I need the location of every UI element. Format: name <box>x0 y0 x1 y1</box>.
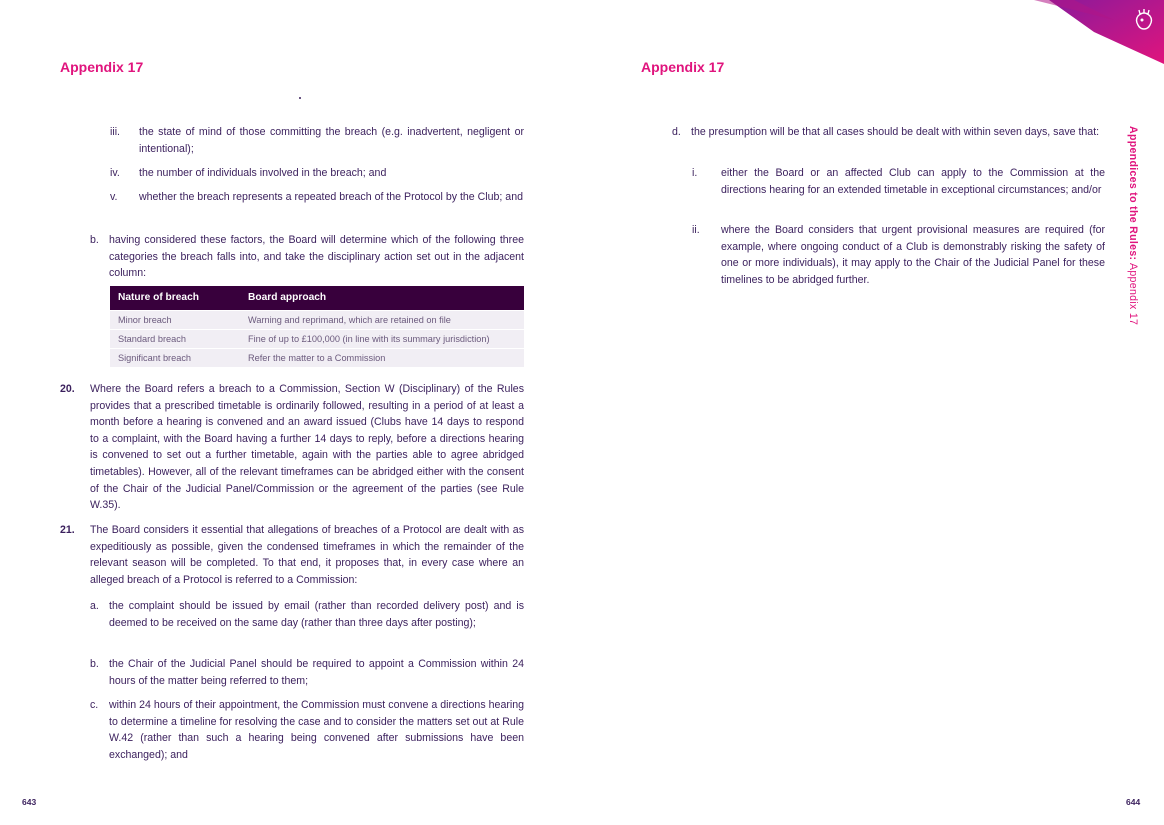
table-cell: Significant breach <box>110 348 240 367</box>
list-item-b-21 <box>90 656 524 689</box>
list-item-i <box>692 165 1105 198</box>
table-cell: Warning and reprimand, which are retained on file <box>240 310 524 329</box>
list-text: the Chair of the Judicial Panel should be required to appoint a Commission within 24 hours of the matter being referred to them; <box>109 658 524 687</box>
breach-table <box>110 286 524 367</box>
list-text: whether the breach represents a repeated breach of the Protocol by the Club; and <box>139 191 523 203</box>
table-header-row <box>110 286 524 310</box>
list-item-d <box>672 124 1105 141</box>
list-marker: iv. <box>110 167 120 179</box>
list-item-iii <box>110 124 524 157</box>
list-item-a <box>90 598 524 631</box>
list-text: where the Board considers that urgent provisional measures are required (for example, where ongoing conduct of a Club is demonstrably risking the safety of one or more individuals), it may apply to the Chair of the Judicial Panel for these timelines to be abridged further. <box>721 224 1105 286</box>
list-marker: i. <box>692 167 698 179</box>
list-text: having considered these factors, the Board will determine which of the following three categories the breach falls into, and take the disciplinary action set out in the adjacent column: <box>109 234 524 280</box>
stray-dot <box>299 97 301 99</box>
side-running-title <box>1127 126 1139 325</box>
list-text: within 24 hours of their appointment, the Commission must convene a directions hearing to determine a timeline for resolving the case and to consider the matters set out at Rule W.42 (rather than such a hearing being convened after submissions have been exchanged); and <box>109 699 524 761</box>
list-item-iv <box>110 165 524 182</box>
list-item-b <box>90 232 524 282</box>
page-number-left: 643 <box>22 797 37 807</box>
paragraph-text: Where the Board refers a breach to a Commission, Section W (Disciplinary) of the Rules provides that a prescribed timetable is ordinarily followed, resulting in a period of at least a month before a hearing is convened and an award issued (Clubs have 14 days to respond to a complaint, with the Board having a further 14 days to reply, before a directions hearing is convened to set out a further timetable, again with the parties able to agree abridged timetables). However, all of the relevant timeframes can be abridged either with the consent of the Chair of the Judicial Panel/Commission or the agreement of the parties (see Rule W.35). <box>90 383 524 512</box>
paragraph-20 <box>60 381 524 514</box>
list-text: the number of individuals involved in the breach; and <box>139 167 387 179</box>
table-header-cell: Nature of breach <box>110 286 240 310</box>
list-text: either the Board or an affected Club can apply to the Commission at the directions hearing for an extended timetable in exceptional circumstances; and/or <box>721 167 1105 196</box>
table-row <box>110 348 524 367</box>
table-row <box>110 310 524 329</box>
list-marker: iii. <box>110 126 121 138</box>
right-page-heading: Appendix 17 <box>641 59 725 75</box>
list-marker: b. <box>90 234 99 246</box>
page-number-right: 644 <box>1126 797 1141 807</box>
list-item-ii <box>692 222 1105 288</box>
left-page-heading: Appendix 17 <box>60 59 144 75</box>
list-marker: d. <box>672 126 681 138</box>
list-item-v <box>110 189 524 206</box>
table-cell: Refer the matter to a Commission <box>240 348 524 367</box>
side-title-bold: Appendices to the Rules: <box>1127 126 1139 261</box>
list-marker: c. <box>90 699 99 711</box>
list-text: the complaint should be issued by email (rather than recorded delivery post) and is deemed to be received on the same day (rather than three days after posting); <box>109 600 524 629</box>
list-text: the presumption will be that all cases should be dealt with within seven days, save that: <box>691 126 1100 138</box>
table-row <box>110 329 524 348</box>
list-marker: a. <box>90 600 99 612</box>
paragraph-number: 20. <box>60 383 75 395</box>
table-cell: Fine of up to £100,000 (in line with its summary jurisdiction) <box>240 329 524 348</box>
list-marker: b. <box>90 658 99 670</box>
side-title-light: Appendix 17 <box>1127 260 1139 326</box>
table-cell: Standard breach <box>110 329 240 348</box>
table-header-cell: Board approach <box>240 286 524 310</box>
paragraph-21 <box>60 522 524 588</box>
paragraph-text: The Board considers it essential that allegations of breaches of a Protocol are dealt with as expeditiously as possible, given the condensed timeframes in which the remainder of the relevant season will be completed. To that end, it proposes that, in every case where an alleged breach of a Protocol is referred to a Commission: <box>90 524 524 586</box>
list-item-c <box>90 697 524 763</box>
corner-brand-graphic <box>1014 0 1164 70</box>
table-cell: Minor breach <box>110 310 240 329</box>
list-text: the state of mind of those committing the breach (e.g. inadvertent, negligent or intentional); <box>139 126 524 155</box>
paragraph-number: 21. <box>60 524 75 536</box>
list-marker: ii. <box>692 224 700 236</box>
list-marker: v. <box>110 191 118 203</box>
